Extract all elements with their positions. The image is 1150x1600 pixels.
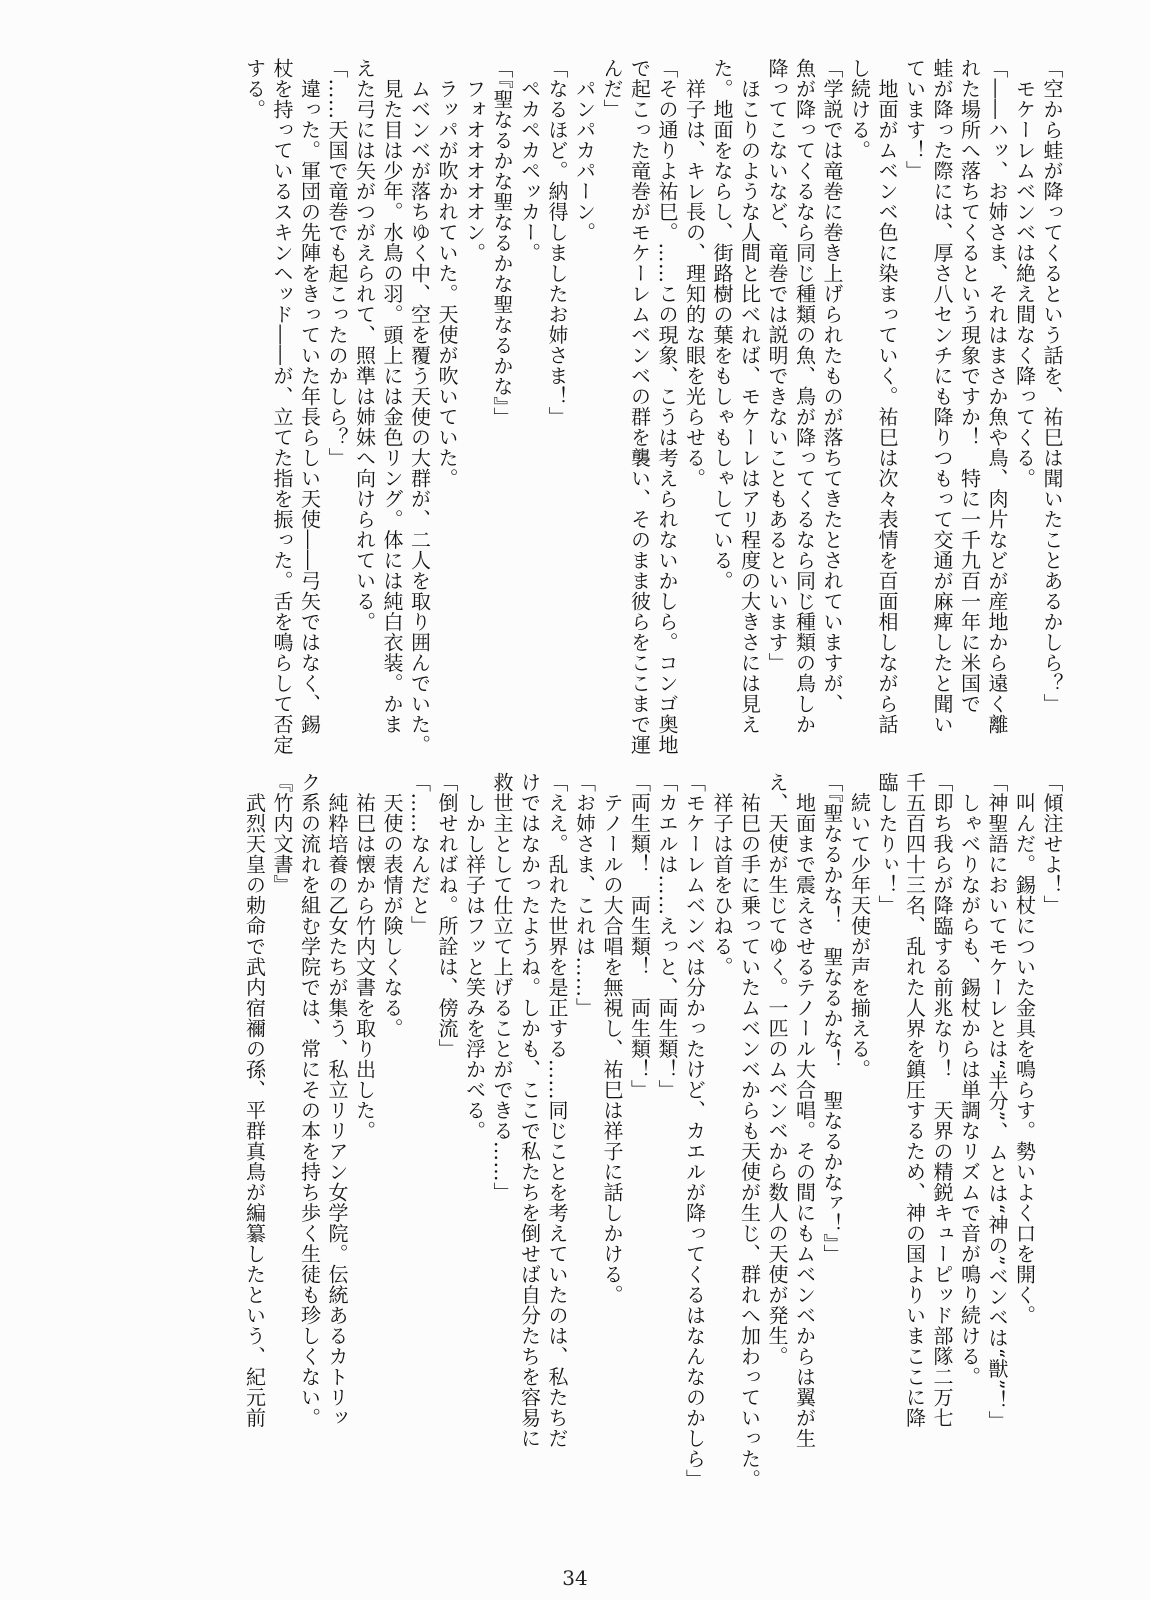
text-column: 「傾注せよ！」 — [1040, 772, 1064, 916]
text-column: ムベンベが落ちゆく中、空を覆う天使の大群が、二人を取り囲んでいた。 — [407, 58, 432, 755]
text-column: 魚が降ってくるなら同じ種類の魚、鳥が降ってくるなら同じ種類の鳥しか — [792, 58, 817, 735]
text-column: 「『聖なるかな聖なるかな聖なるかな』」 — [490, 58, 514, 428]
text-column: 武烈天皇の勅命で武内宿禰の孫、平群真鳥が編纂したという、紀元前 — [242, 772, 267, 1428]
text-column: 地面まで震えさせるテノール大合唱。その間にもムベンベからは翼が生 — [792, 772, 817, 1449]
text-column: え、天使が生じてゆく。一匹のムベンベから数人の天使が発生。 — [765, 772, 789, 1367]
text-column: パンパカパーン。 — [572, 58, 597, 243]
text-column: た。地面をならし、街路樹の葉をもしゃもしゃしている。 — [710, 58, 734, 591]
text-column: 「空から蛙が降ってくるという話を、祐巳は聞いたことあるかしら？」 — [1040, 58, 1064, 714]
text-column: し続ける。 — [847, 58, 872, 161]
text-column: 「学説では竜巻に巻き上げられたものが落ちてきたとされていますが、 — [820, 58, 844, 714]
text-column: 「両生類！ 両生類！ 両生類！」 — [627, 772, 652, 1100]
text-column: 純粋培養の乙女たちが集う、私立リリアン女学院。伝統あるカトリッ — [325, 772, 349, 1428]
text-column: 蛙が降った際には、厚さ八センチにも降りつもって交通が麻痺したと聞い — [930, 58, 954, 735]
text-column: 「ええ。乱れた世界を是正する……同じことを考えていたのは、私たちだ — [545, 772, 569, 1449]
text-column: 救世主として仕立て上げることができる……」 — [490, 772, 514, 1203]
text-column: モケーレムベンベは絶え間なく降ってくる。 — [1012, 58, 1037, 489]
text-column: れた場所へ落ちてくるという現象ですか！ 特に一千九百一年に米国で — [957, 58, 982, 714]
text-column: けではなかったようね。しかも、ここで私たちを倒せば自分たちを容易に — [517, 772, 542, 1449]
text-column: 祐巳は懐から竹内文書を取り出した。 — [352, 772, 377, 1141]
text-column: 違った。軍団の先陣をきっていた年長らしい天使――弓矢ではなく、錫 — [297, 58, 322, 735]
text-column: 叫んだ。錫杖についた金具を鳴らす。勢いよく口を開く。 — [1012, 772, 1037, 1326]
text-column: 臨したりぃ！」 — [875, 772, 899, 916]
text-column: 「神聖語においてモケーレとは“半分”、ムとは“神の”ベンベは“獣”！」 — [985, 772, 1009, 1431]
text-column: で起こった竜巻がモケーレムベンベの群を襲い、そのまま彼らをここまで運 — [627, 58, 652, 755]
text-column: 「……天国で竜巻でも起こったのかしら？」 — [325, 58, 349, 468]
text-column: 「モケーレムベンベは分かったけど、カエルが降ってくるはなんなのかしら」 — [682, 772, 707, 1490]
text-column: 降ってこないなど、竜巻では説明できないこともあるといいます」 — [765, 58, 789, 673]
text-column: ク系の流れを組む学院では、常にその本を持ち歩く生徒も珍しくない。 — [297, 772, 322, 1428]
top-text-block — [105, 58, 1065, 755]
text-column: 祐巳の手に乗っていたムベンベからも天使が生じ、群れへ加わっていった。 — [737, 772, 762, 1490]
text-column: 「――ハッ、お姉さま、それはまさか魚や鳥、肉片などが産地から遠く離 — [985, 58, 1009, 735]
text-column: しゃべりながらも、錫杖からは単調なリズムで音が鳴り続ける。 — [957, 772, 982, 1387]
text-column: ペカペカペッカー。 — [517, 58, 542, 263]
text-column: 見た目は少年。水鳥の羽。頭上には金色リング。体には純白衣装。かま — [380, 58, 404, 735]
text-column: ほこりのような人間と比べれば、モケーレはアリ程度の大きさには見え — [737, 58, 762, 735]
text-column: ラッパが吹かれていた。天使が吹いていた。 — [435, 58, 459, 489]
text-column: 「その通りよ祐巳。……この現象、こうは考えられないかしら。コンゴ奥地 — [655, 58, 679, 755]
bottom-text-block — [105, 772, 1065, 1492]
text-column: んだ」 — [600, 58, 624, 120]
text-column: 『竹内文書』 — [270, 772, 294, 895]
text-column: えた弓には矢がつがえられて、照準は姉妹へ向けられている。 — [352, 58, 377, 632]
text-column: 「……なんだと」 — [407, 772, 432, 936]
page-number: 34 — [562, 1566, 588, 1590]
text-column: 「倒せればね。所詮は、傍流」 — [435, 772, 459, 1059]
text-column: テノールの大合唱を無視し、祐巳は祥子に話しかける。 — [600, 772, 624, 1305]
text-column: 「『聖なるかな！ 聖なるかな！ 聖なるかなァ！』」 — [820, 772, 844, 1265]
text-column: 「お姉さま、これは……」 — [572, 772, 597, 1018]
text-column: する。 — [242, 58, 267, 120]
text-column: 地面がムベンベ色に染まっていく。祐巳は次々表情を百面相しながら話 — [875, 58, 899, 735]
text-column: 祥子は首をひねる。 — [710, 772, 734, 977]
text-column: 「即ち我らが降臨する前兆なり！ 天界の精鋭キューピッド部隊二万七 — [930, 772, 954, 1428]
text-column: 「なるほど。納得しましたお姉さま！」 — [545, 58, 569, 427]
text-column: 千五百四十三名、乱れた人界を鎮圧するため、神の国よりいまここに降 — [902, 772, 927, 1428]
text-column: 続いて少年天使が声を揃える。 — [847, 772, 872, 1080]
text-column: フォオオオオオン。 — [462, 58, 487, 263]
text-column: しかし祥子はフッと笑みを浮かべる。 — [462, 772, 487, 1141]
text-column: 「カエルは……えっと、両生類！」 — [655, 772, 679, 1100]
text-column: ています！」 — [902, 58, 927, 181]
text-column: 杖を持っているスキンヘッド――が、立てた指を振った。舌を鳴らして否定 — [270, 58, 294, 755]
text-column: 祥子は、キレ長の、理知的な眼を光らせる。 — [682, 58, 707, 489]
text-column: 天使の表情が険しくなる。 — [380, 772, 404, 1039]
